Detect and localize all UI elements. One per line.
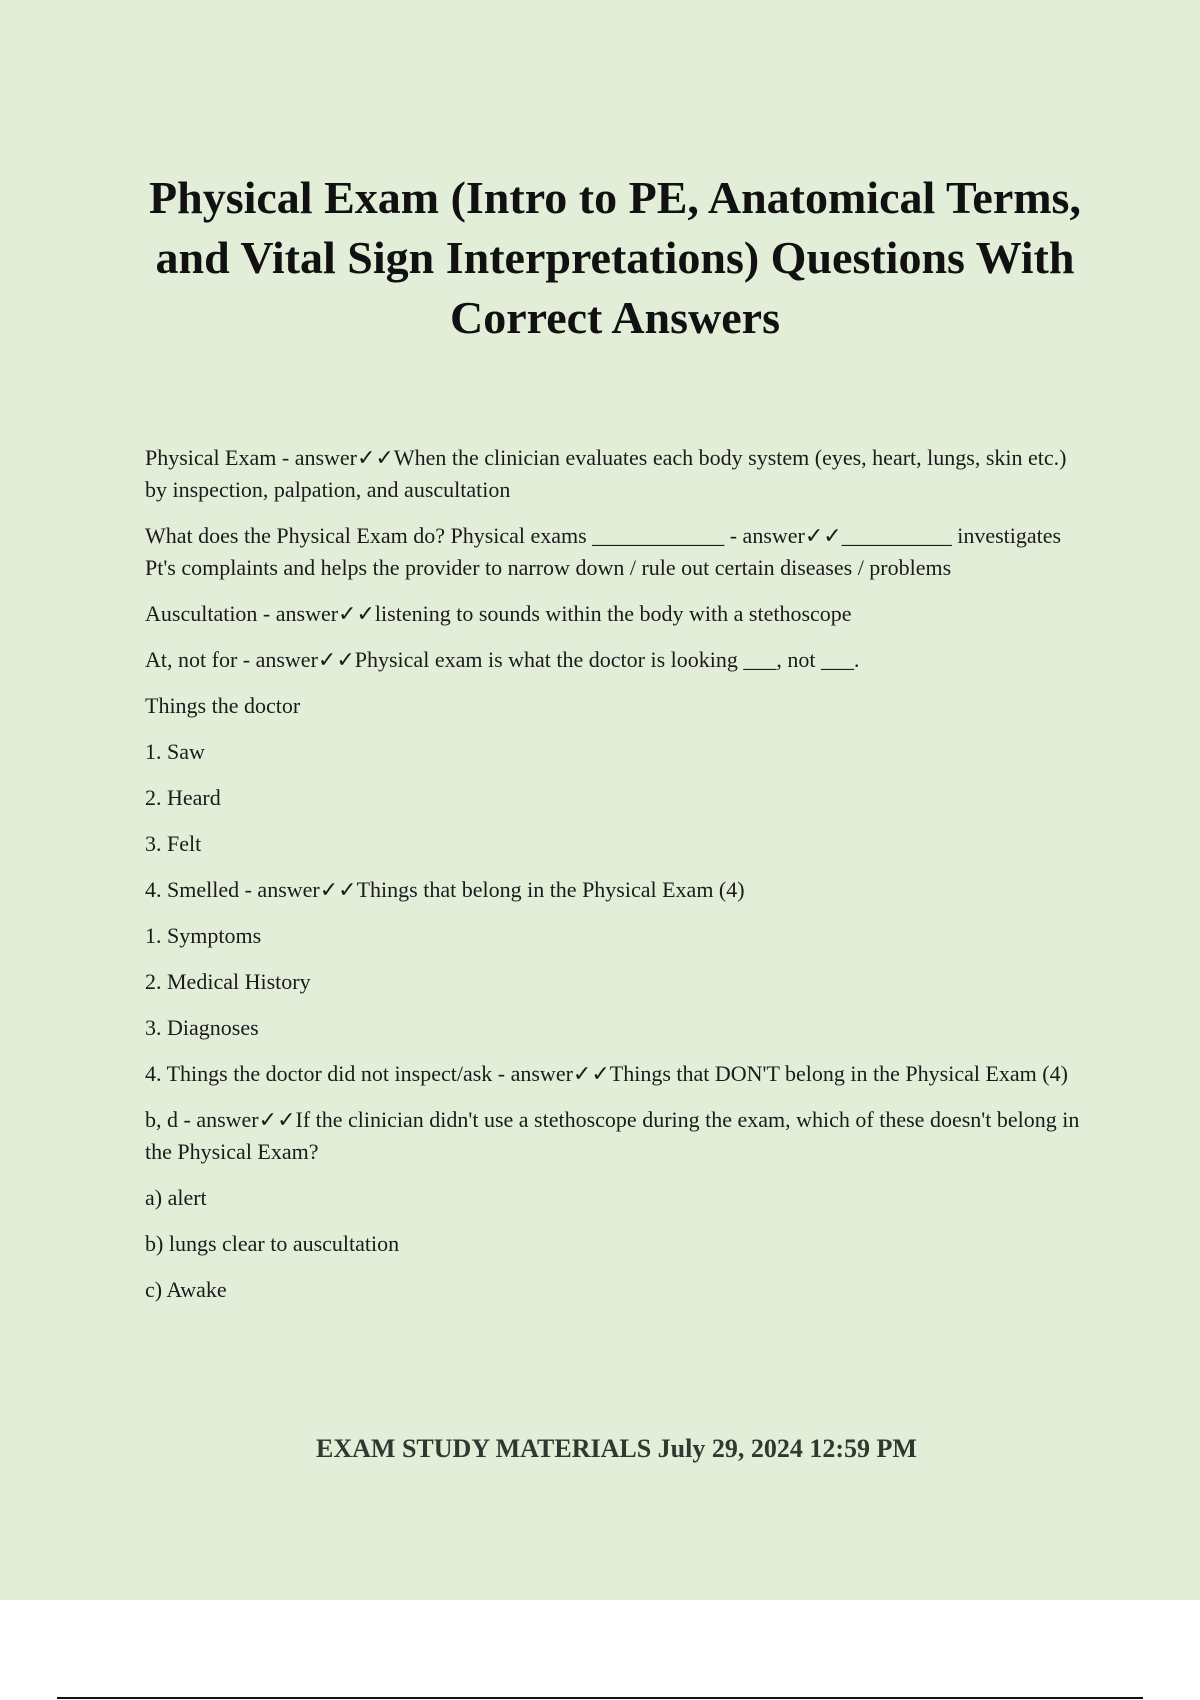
list-item: c) Awake	[145, 1277, 227, 1302]
list-item: 2. Medical History	[145, 969, 311, 994]
document-footer: EXAM STUDY MATERIALS July 29, 2024 12:59 PM	[316, 1434, 917, 1463]
paragraph: What does the Physical Exam do? Physical exams ____________ - answer✓✓__________ investigates Pt's complaints and helps the provider to narrow down / rule out certain diseases / problems	[145, 523, 1062, 580]
list-item: a) alert	[145, 1185, 207, 1210]
list-item: 3. Diagnoses	[145, 1015, 259, 1040]
document-body	[145, 442, 1080, 1320]
paragraph: Physical Exam - answer✓✓When the clinician evaluates each body system (eyes, heart, lungs, skin etc.) by inspection, palpation, and auscultation	[145, 445, 1067, 502]
paragraph: 4. Things the doctor did not inspect/ask - answer✓✓Things that DON'T belong in the Physical Exam (4)	[145, 1061, 1068, 1086]
paragraph: At, not for - answer✓✓Physical exam is what the doctor is looking ___, not ___.	[145, 647, 860, 672]
list-item: 2. Heard	[145, 785, 221, 810]
list-item: 1. Saw	[145, 739, 205, 764]
document-title: Physical Exam (Intro to PE, Anatomical Terms, and Vital Sign Interpretations) Questions With Correct Answers	[149, 172, 1081, 343]
page-divider-line	[57, 1697, 1143, 1699]
paragraph: 4. Smelled - answer✓✓Things that belong in the Physical Exam (4)	[145, 877, 745, 902]
paragraph: Things the doctor	[145, 693, 301, 718]
paragraph: Auscultation - answer✓✓listening to sounds within the body with a stethoscope	[145, 601, 852, 626]
list-item: b) lungs clear to auscultation	[145, 1231, 400, 1256]
list-item: 1. Symptoms	[145, 923, 262, 948]
list-item: 3. Felt	[145, 831, 202, 856]
paragraph: b, d - answer✓✓If the clinician didn't use a stethoscope during the exam, which of these doesn't belong in the Physical Exam?	[145, 1107, 1080, 1164]
